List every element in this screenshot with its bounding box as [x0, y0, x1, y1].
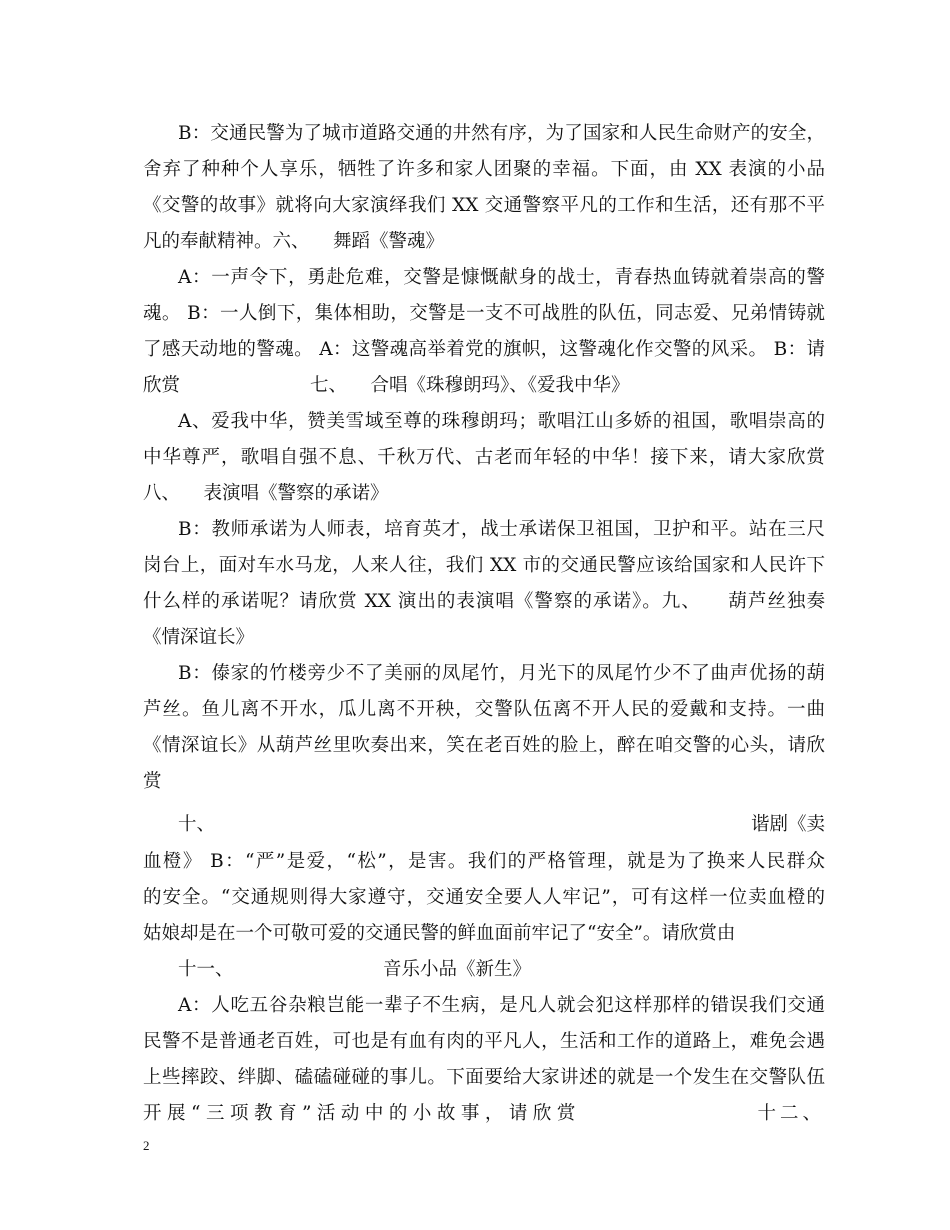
p6-heading-number: 十、 — [178, 814, 216, 835]
p7-heading-number: 十一、 — [178, 959, 234, 980]
p8-line-2: 民警不是普通老百姓，可也是有血有肉的平凡人，生活和工作的道路上，难免会遇 — [143, 1031, 825, 1052]
p5-line-1: B：傣家的竹楼旁少不了美丽的凤尾竹，月光下的凤尾竹少不了曲声优扬的葫 — [178, 663, 825, 684]
p3-line-1: A、爱我中华，赞美雪域至尊的珠穆朗玛；歌唱江山多娇的祖国，歌唱崇高的 — [178, 411, 825, 432]
p4-line-4: 《情深谊长》 — [143, 627, 255, 648]
p8-line-4 — [143, 1097, 825, 1131]
page-number: 2 — [143, 1138, 150, 1153]
p2-line-4-start: 欣赏 — [143, 375, 181, 396]
p1-line-3: 《交警的故事》就将向大家演绎我们 XX 交通警察平凡的工作和生活，还有那不平 — [143, 195, 825, 216]
p2-line-1: A：一声令下，勇赴危难，交警是慷慨献身的战士，青春热血铸就着崇高的警 — [178, 267, 825, 288]
p1-line-4: 凡的奉献精神。六、 舞蹈《警魂》 — [143, 231, 445, 252]
p3-line-3: 八、 表演唱《警察的承诺》 — [143, 483, 389, 504]
p8-line-1: A：人吃五谷杂粮岂能一辈子不生病，是凡人就会犯这样那样的错误我们交通 — [178, 995, 825, 1016]
p2-line-4 — [143, 369, 825, 403]
p6-line-1 — [178, 808, 825, 842]
p8-line-4-start: 开展“三项教育”活动中的小故事，请欣赏 — [143, 1103, 581, 1124]
p4-line-3: 什么样的承诺呢？请欣赏 XX 演出的表演唱《警察的承诺》。九、 葫芦丝独奏 — [143, 591, 825, 612]
p4-line-1: B：教师承诺为人师表，培育英才，战士承诺保卫祖国，卫护和平。站在三尺 — [178, 519, 825, 540]
p7-heading-title: 音乐小品《新生》 — [383, 959, 532, 980]
p2-line-2: 魂。 B：一人倒下，集体相助，交警是一支不可战胜的队伍，同志爱、兄弟情铸就 — [143, 303, 825, 324]
p6-line-2: 血橙》 B：“严”是爱，“松”，是害。我们的严格管理，就是为了换来人民群众 — [143, 851, 825, 872]
p3-line-2: 中华尊严，歌唱自强不息、千秋万代、古老而年轻的中华！接下来，请大家欣赏 — [143, 447, 825, 468]
p5-line-4: 赏 — [143, 771, 162, 792]
p2-line-4-heading: 七、 合唱《珠穆朗玛》、《爱我中华》 — [310, 375, 630, 396]
p7-line-1 — [178, 953, 825, 987]
p6-line-4: 姑娘却是在一个可敬可爱的交通民警的鲜血面前牢记了“安全”。请欣赏由 — [143, 923, 736, 944]
p1-line-1: B：交通民警为了城市道路交通的井然有序，为了国家和人民生命财产的安全， — [178, 123, 825, 144]
p5-line-2: 芦丝。鱼儿离不开水，瓜儿离不开秧，交警队伍离不开人民的爱戴和支持。一曲 — [143, 699, 825, 720]
p8-line-4-heading: 十二、 — [757, 1103, 825, 1124]
p6-line-3: 的安全。“交通规则得大家遵守，交通安全要人人牢记”，可有这样一位卖血橙的 — [143, 887, 825, 908]
p8-line-3: 上些摔跤、绊脚、磕磕碰碰的事儿。下面要给大家讲述的就是一个发生在交警队伍 — [143, 1067, 825, 1088]
p2-line-3: 了感天动地的警魂。 A：这警魂高举着党的旗帜，这警魂化作交警的风采。 B：请 — [143, 339, 825, 360]
p4-line-2: 岗台上，面对车水马龙，人来人往，我们 XX 市的交通民警应该给国家和人民许下 — [143, 555, 825, 576]
p5-line-3: 《情深谊长》从葫芦丝里吹奏出来，笑在老百姓的脸上，醉在咱交警的心头，请欣 — [143, 735, 825, 756]
p1-line-2: 舍弃了种种个人享乐，牺牲了许多和家人团聚的幸福。下面，由 XX 表演的小品 — [143, 159, 825, 180]
p6-heading-title: 谐剧《卖 — [750, 814, 825, 835]
